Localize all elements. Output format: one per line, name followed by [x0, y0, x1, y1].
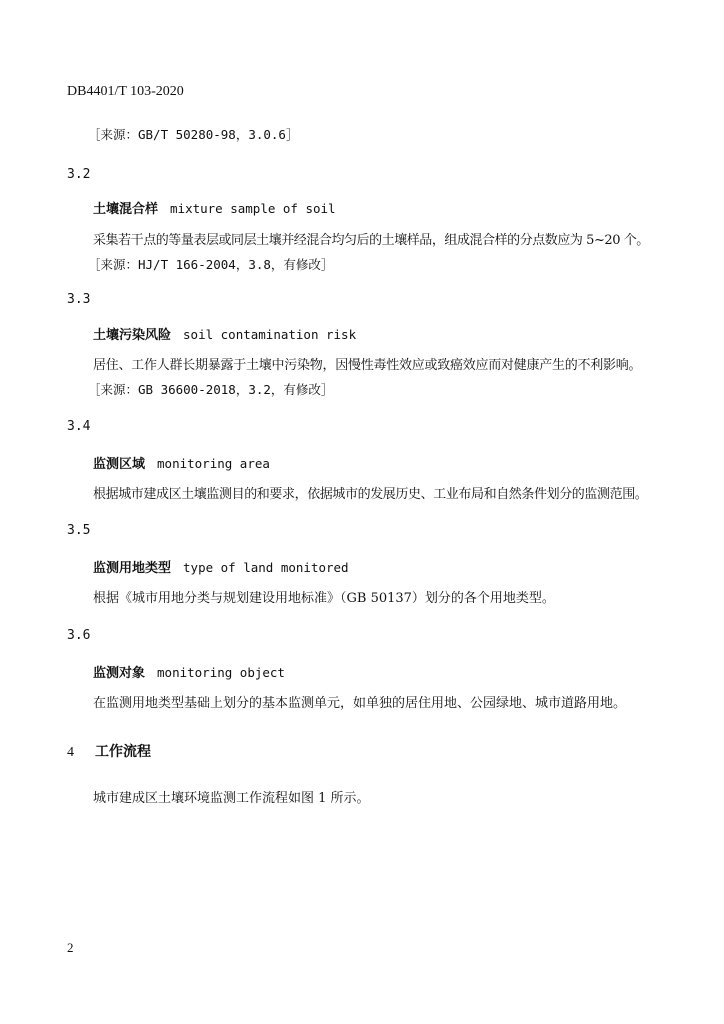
section-heading [67, 741, 151, 761]
clause-term-3-3 [93, 324, 356, 343]
clause-definition-3-5: 根据《城市用地分类与规划建设用地标准》（GB 50137）划分的各个用地类型。 [93, 591, 555, 606]
term-zh: 监测用地类型 [93, 561, 172, 576]
term-zh: 监测区域 [93, 457, 146, 472]
clause-definition-3-2: 采集若干点的等量表层或同层土壤并经混合均匀后的土壤样品，组成混合样的分点数应为 5~20 个。 [93, 233, 649, 248]
clause-term-3-5 [93, 557, 349, 576]
term-zh: 土壤污染风险 [93, 328, 172, 343]
clause-number-3-2: 3.2 [67, 167, 91, 182]
section-number: 4 [67, 745, 74, 760]
clause-term-3-6 [93, 662, 285, 681]
clause-3-1-source: ［来源：GB/T 50280-98，3.0.6］ [88, 127, 299, 142]
clause-number-3-4: 3.4 [67, 419, 91, 434]
clause-number-3-6: 3.6 [67, 628, 91, 643]
clause-number-3-5: 3.5 [67, 523, 91, 538]
term-zh: 监测对象 [93, 666, 146, 681]
clause-source-3-2: ［来源：HJ/T 166-2004，3.8，有修改］ [88, 257, 334, 272]
section-title-text: 工作流程 [95, 744, 151, 760]
term-en: soil contamination risk [183, 327, 357, 342]
term-en: monitoring object [157, 665, 285, 680]
clause-number-3-3: 3.3 [67, 292, 91, 307]
page-number: 2 [67, 940, 74, 955]
clause-definition-3-6: 在监测用地类型基础上划分的基本监测单元，如单独的居住用地、公园绿地、城市道路用地。 [93, 696, 627, 711]
clause-term-3-4 [93, 453, 270, 472]
term-zh: 土壤混合样 [93, 202, 159, 217]
clause-definition-3-4: 根据城市建成区土壤监测目的和要求，依据城市的发展历史、工业布局和自然条件划分的监测范围。 [93, 487, 648, 502]
term-en: monitoring area [157, 456, 270, 471]
clause-definition-3-3: 居住、工作人群长期暴露于土壤中污染物，因慢性毒性效应或致癌效应而对健康产生的不利影响。 [93, 358, 642, 373]
page-header: DB4401/T 103-2020 [67, 84, 184, 99]
term-en: mixture sample of soil [170, 201, 336, 216]
clause-term-3-2 [93, 198, 336, 217]
term-en: type of land monitored [183, 560, 349, 575]
section-4-body: 城市建成区土壤环境监测工作流程如图 1 所示。 [93, 791, 370, 806]
clause-source-3-3: ［来源：GB 36600-2018，3.2，有修改］ [88, 382, 334, 397]
